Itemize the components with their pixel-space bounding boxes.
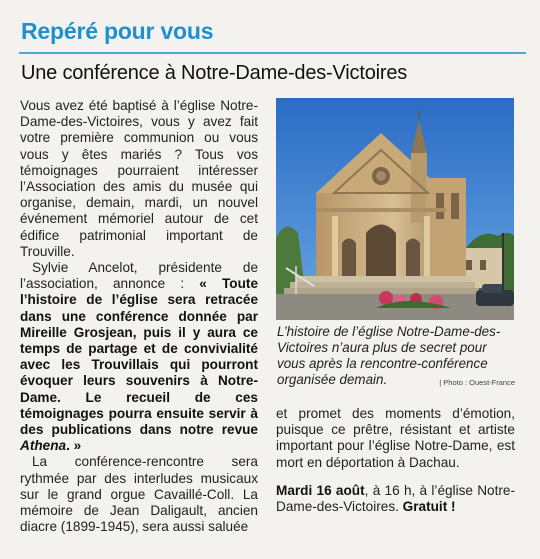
paragraph-3: La conférence-rencontre sera rythmée par des interludes musicaux sur le grand orgue Cavaillé-Coll. La mémoire de Jean Daligault, ancien diacre (1899-1945), sera aussi saluée: [20, 454, 258, 535]
caption-text: L’histoire de l’église Notre-Dame-des-Victoires n’aura plus de secret pour vous après la rencontre-conférence organisée demain.: [277, 324, 501, 387]
event-details: , à 16 h, à l’église Notre-Dame-des-Victoires.: [276, 482, 516, 515]
paragraph-2-intro: Sylvie Ancelot, présidente de l’association, annonce :: [20, 260, 258, 292]
article-headline: Une conférence à Notre-Dame-des-Victoires: [21, 62, 408, 84]
photo-caption: [277, 324, 515, 391]
photo-credit: | Photo : Ouest-France: [439, 378, 515, 387]
event-price: Gratuit !: [402, 499, 456, 515]
article-body-right: [276, 406, 515, 515]
quote-text: [20, 276, 258, 453]
church-photo: [276, 98, 514, 320]
paragraph-2: [20, 260, 258, 454]
revue-name: Athena: [20, 438, 67, 454]
quote-end: . »: [66, 438, 82, 454]
article-body-left: [20, 98, 258, 535]
quote-body: « Toute l’histoire de l’église sera retracée dans une conférence donnée par Mireille Grosjean, puis il y aura ce temps de partage et de convivialité avec les Trouvillais qui pourront évoquer leurs souvenirs à Notre-Dame. Le recueil de ces témoignages pourra ensuite servir à des publications dans notre revue: [20, 276, 259, 438]
event-info: [276, 483, 515, 515]
paragraph-3-continued: et promet des moments d’émotion, puisque ce prêtre, résistant et artiste important pour l’église Notre-Dame, est mort en déportation à Dachau.: [276, 406, 515, 470]
rubric-divider: [19, 52, 526, 54]
event-date: Mardi 16 août: [276, 482, 365, 498]
section-rubric: Repéré pour vous: [21, 18, 214, 44]
paragraph-1: Vous avez été baptisé à l’église Notre-Dame-des-Victoires, vous y avez fait votre première communion ou vous vous y êtes mariés ? Tous vos témoignages pourraient intéresser l’Association des amis du musée qui organise, demain, mardi, un nouvel événement mémoriel autour de cet édifice patrimonial important de Trouville.: [20, 98, 258, 259]
